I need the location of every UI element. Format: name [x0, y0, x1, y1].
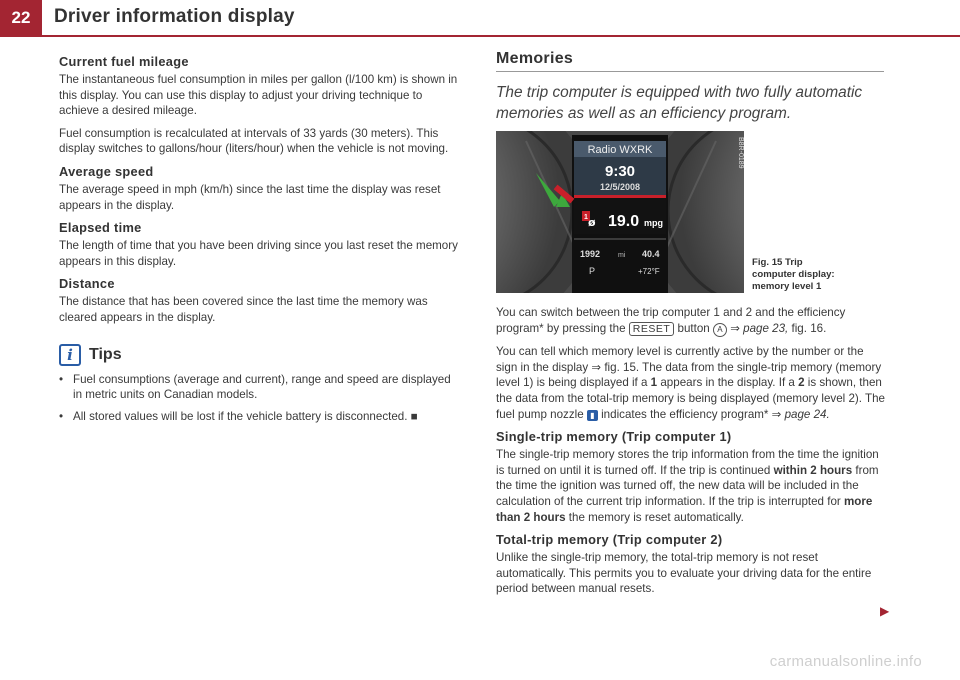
distance-p1: The distance that has been covered since the last time the memory was cleared appears in the display.	[59, 295, 428, 324]
page-title: Driver information display	[54, 6, 295, 27]
current-fuel-p1: The instantaneous fuel consumption in miles per gallon (l/100 km) is shown in this display. You can use this display to adjust your driving technique to achieve a desired mileage.	[59, 73, 458, 118]
next-page-arrow-icon: ▶	[880, 604, 890, 618]
heading-average-speed: Average speed	[59, 163, 154, 179]
mileage-unit: mpg	[644, 218, 663, 228]
bullet-icon: •	[59, 372, 64, 386]
right-column	[496, 50, 886, 604]
outside-temperature: +72°F	[638, 267, 660, 276]
tips-item	[59, 372, 461, 403]
instrument-cluster-svg	[496, 131, 744, 293]
memory-level-paragraph: You can tell which memory level is currently active by the number or the sign in the display ⇒ fig. 15. The data from the single-trip memory (memory level 1) is being displayed if a 1 appears in the display. If a 2 is shown, then the data from the total-trip memory is being displayed (memory level 2). The fuel pump nozzle ▮ indicates the efficiency program* ⇒ page 24.	[496, 345, 885, 421]
single-trip-paragraph: The single-trip memory stores the trip information from the time the ignition is turned on until it is turned off. If the trip is continued within 2 hours from the time the ignition was turned off, the new data will be included in the calculation of the current trip information. If the trip is interrupted for more than 2 hours the memory is reset automatically.	[496, 448, 879, 524]
mileage-value: 19.0	[608, 213, 640, 230]
elapsed-time-p1: The length of time that you have been driving since you last reset the memory appears in this display.	[59, 239, 458, 268]
tips-item-text: All stored values will be lost if the vehicle battery is disconnected. ■	[73, 409, 418, 423]
memory-level-indicator: 1	[584, 214, 588, 221]
left-column	[59, 50, 461, 430]
fuel-pump-icon: ▮	[587, 410, 598, 421]
page-reference: page 23,	[743, 321, 789, 335]
tips-item-text: Fuel consumptions (average and current), range and speed are displayed in metric units on Canadian models.	[73, 372, 451, 402]
clock-time: 9:30	[604, 163, 636, 180]
tips-item	[59, 409, 461, 425]
end-mark: ■	[410, 409, 418, 423]
header-rule	[0, 35, 960, 37]
tips-label: Tips	[89, 345, 122, 363]
gear-indicator: P	[589, 266, 596, 276]
current-fuel-p2: Fuel consumption is recalculated at intervals of 33 yards (30 meters). This display switches to gallons/hour (liters/hour) when the vehicle is not moving.	[59, 126, 449, 156]
trip-computer-image	[496, 131, 744, 293]
section-title: Memories	[496, 50, 574, 67]
total-trip-paragraph: Unlike the single-trip memory, the total-trip memory is not reset automatically. This permits you to evaluate your driving data for the entire period between manual resets.	[496, 551, 872, 596]
page-reference: page 24.	[784, 407, 830, 421]
heading-current-fuel: Current fuel mileage	[59, 54, 189, 69]
watermark: carmanualsonline.info	[769, 653, 922, 670]
figure-15	[496, 131, 886, 293]
clock-date: 12/5/2008	[599, 182, 641, 192]
heading-single-trip: Single-trip memory (Trip computer 1)	[496, 429, 732, 445]
average-speed-p1: The average speed in mph (km/h) since the last time the display was reset appears in the display.	[59, 182, 441, 212]
odometer-unit: mi	[618, 252, 626, 259]
trip-value: 40.4	[642, 249, 660, 259]
heading-distance: Distance	[59, 276, 115, 292]
odometer-value: 1992	[580, 249, 601, 259]
page-number: 22	[0, 0, 42, 36]
heading-elapsed-time: Elapsed time	[59, 220, 142, 236]
info-icon: i	[59, 344, 81, 366]
radio-label: Radio WXRK	[587, 144, 653, 156]
reset-key: RESET	[629, 322, 675, 336]
bullet-icon: •	[59, 409, 64, 423]
switch-paragraph: You can switch between the trip computer 1 and 2 and the efficiency program* by pressing the RESET button A ⇒ page 23, fig. 16.	[496, 306, 846, 335]
button-a-icon: A	[713, 323, 727, 337]
figure-code: B8R-0189	[737, 137, 744, 169]
average-symbol: ø	[588, 216, 596, 229]
section-rule	[496, 71, 884, 72]
section-intro: The trip computer is equipped with two fully automatic memories as well as an efficiency program.	[496, 84, 863, 122]
heading-total-trip: Total-trip memory (Trip computer 2)	[496, 532, 723, 548]
tips-header	[59, 344, 461, 366]
figure-caption: Fig. 15 Trip computer display: memory level 1	[752, 257, 835, 292]
